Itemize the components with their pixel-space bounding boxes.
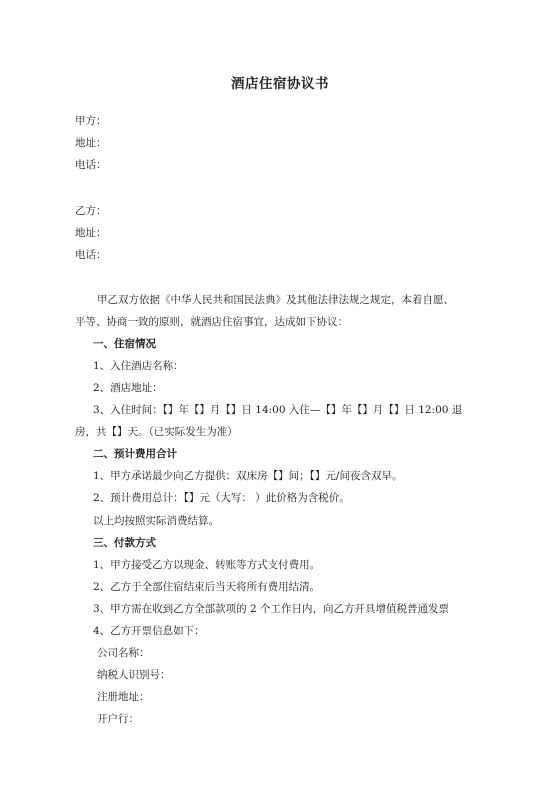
section-1-item-3-line-1: 3、入住时间：【】年【】月【】日 14:00 入住—【】年【】月【】日 12:00 退 — [93, 404, 463, 416]
invoice-registered-address: 注册地址： — [97, 691, 150, 703]
invoice-bank: 开户行： — [97, 713, 139, 725]
party-b-address: 地址： — [75, 227, 107, 239]
intro-line-2: 平等、协商一致的原则，就酒店住宿事宜，达成如下协议： — [75, 316, 348, 328]
party-b-phone: 电话： — [75, 249, 107, 261]
intro-line-1: 甲乙双方依据《中华人民共和国民法典》及其他法律法规之规定，本着自愿、 — [97, 294, 454, 306]
section-3-heading: 三、付款方式 — [93, 537, 156, 549]
section-2-item-2: 2、预计费用总计：【】元（大写： ）此价格为含税价。 — [93, 492, 350, 504]
party-b-label: 乙方： — [75, 205, 107, 217]
section-2-item-1: 1、甲方承诺最少向乙方提供：双床房【】间；【】元/间夜含双早。 — [93, 470, 403, 482]
party-a-address: 地址： — [75, 137, 107, 149]
section-3-item-4: 4、乙方开票信息如下： — [93, 625, 205, 637]
party-a-phone: 电话： — [75, 159, 107, 171]
section-2-note: 以上均按照实际消费结算。 — [93, 515, 219, 527]
section-1-heading: 一、住宿情况 — [93, 338, 156, 350]
section-2-heading: 二、预计费用合计 — [93, 448, 177, 460]
document-title: 酒店住宿协议书 — [231, 76, 329, 92]
section-3-item-1: 1、甲方接受乙方以现金、转账等方式支付费用。 — [93, 559, 321, 571]
party-a-label: 甲方： — [75, 115, 107, 127]
invoice-tax-id: 纳税人识别号： — [97, 669, 171, 681]
section-3-item-2: 2、乙方于全部住宿结束后当天将所有费用结清。 — [93, 581, 321, 593]
invoice-company-name: 公司名称： — [97, 647, 150, 659]
section-1-item-1: 1、入住酒店名称： — [93, 360, 184, 372]
section-1-item-2: 2、酒店地址： — [93, 382, 163, 394]
section-1-item-3-line-2: 房，共【】天。（已实际发生为准） — [75, 426, 238, 438]
section-3-item-3: 3、甲方需在收到乙方全部款项的 2 个工作日内，向乙方开具增值税普通发票 — [93, 603, 450, 615]
